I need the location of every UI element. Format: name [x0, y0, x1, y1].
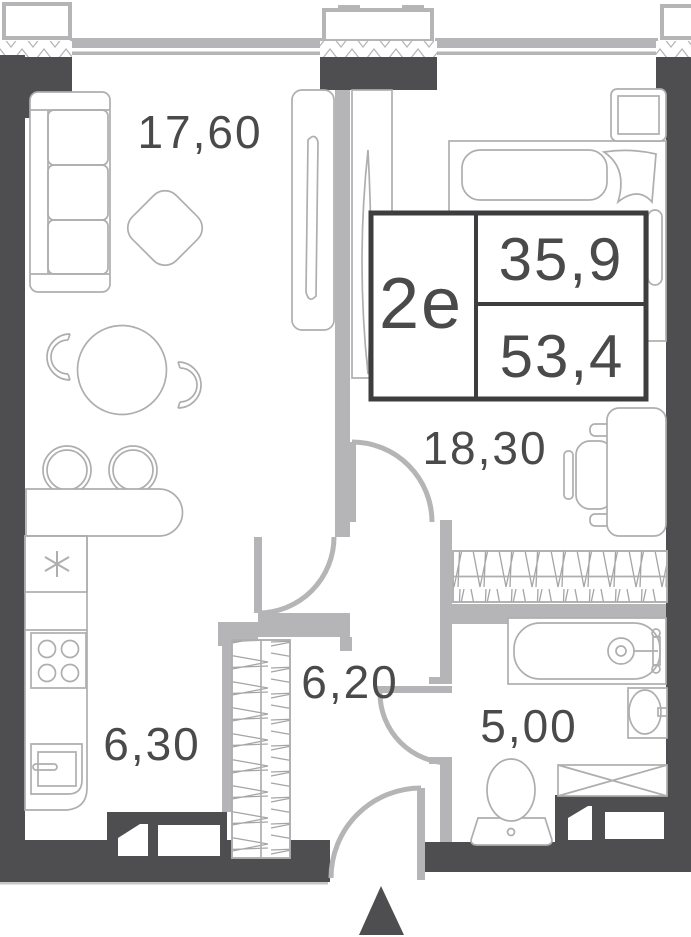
door-living-hallway: [254, 537, 334, 613]
bathroom-left-wall-upper: [440, 520, 452, 677]
balcony-box-mid: [324, 10, 432, 41]
washing-machine: [558, 765, 667, 796]
dining-chair-right: [178, 362, 201, 408]
balcony-tab-2: [402, 5, 424, 11]
bedroom-closet: [453, 551, 667, 602]
kitchen-hallway-wall-strip: [222, 646, 232, 812]
pillow: [462, 150, 607, 200]
desk: [607, 408, 666, 536]
bedroom-area-label: 18,30: [422, 422, 548, 474]
bathroom-area-label: 5,00: [480, 700, 578, 752]
toilet: [471, 759, 552, 845]
dining-chair-left: [47, 334, 70, 380]
blanket-fold: [648, 210, 662, 285]
balcony-box-right: [662, 6, 691, 38]
window-glass-right: [435, 52, 658, 56]
area-info-box: [371, 213, 646, 399]
pillar-top-mid: [320, 57, 437, 90]
living-room-area-label: 17,60: [137, 106, 263, 158]
hallway-top-wall-step: [340, 637, 352, 651]
plot-boundary-line: [0, 882, 328, 885]
hatch-band-mid: [320, 41, 437, 57]
door-bedroom: [348, 442, 432, 522]
bar-stool-2: [109, 446, 157, 494]
living-area-value: 35,9: [498, 226, 624, 293]
bar-counter: [26, 489, 183, 536]
hallway: [232, 640, 290, 858]
unit-type-label: 2e: [378, 264, 464, 344]
balcony-box-left: [4, 4, 70, 38]
washbasin: [628, 688, 667, 738]
entrance-door: [331, 788, 425, 880]
hallway-top-wall: [258, 613, 350, 637]
nightstand: [611, 89, 666, 141]
vent-shaft-left-b: [158, 825, 220, 856]
total-area-value: 53,4: [499, 323, 625, 390]
dining-table: [78, 326, 167, 415]
ottoman: [121, 184, 209, 272]
bathtub: [508, 618, 666, 684]
bathroom-left-wall-lower: [440, 764, 452, 843]
partition-living-bedroom: [335, 88, 350, 537]
hallway-wardrobe: [232, 640, 290, 858]
window-band-right: [435, 38, 658, 48]
bathroom-door-jamb-top: [429, 677, 452, 684]
vent-shaft-right-b: [605, 812, 664, 839]
hatch-band-left: [0, 41, 72, 57]
window-glass-left: [70, 52, 322, 56]
kitchen: [25, 536, 87, 810]
right-wall: [666, 57, 691, 872]
left-wall: [0, 55, 25, 882]
sofa: [30, 92, 110, 292]
hallway-area-label: 6,20: [301, 656, 399, 708]
kitchen-area-label: 6,30: [103, 718, 201, 770]
entrance-arrow: [359, 886, 404, 935]
facade-windows: [0, 4, 691, 57]
hatch-band-right: [656, 41, 691, 57]
bar-stool-1: [43, 446, 91, 494]
window-band-left: [70, 38, 322, 48]
tv-stand: [292, 90, 334, 330]
bottom-wall-bathroom: [425, 842, 555, 872]
balcony-tab-1: [338, 5, 360, 11]
